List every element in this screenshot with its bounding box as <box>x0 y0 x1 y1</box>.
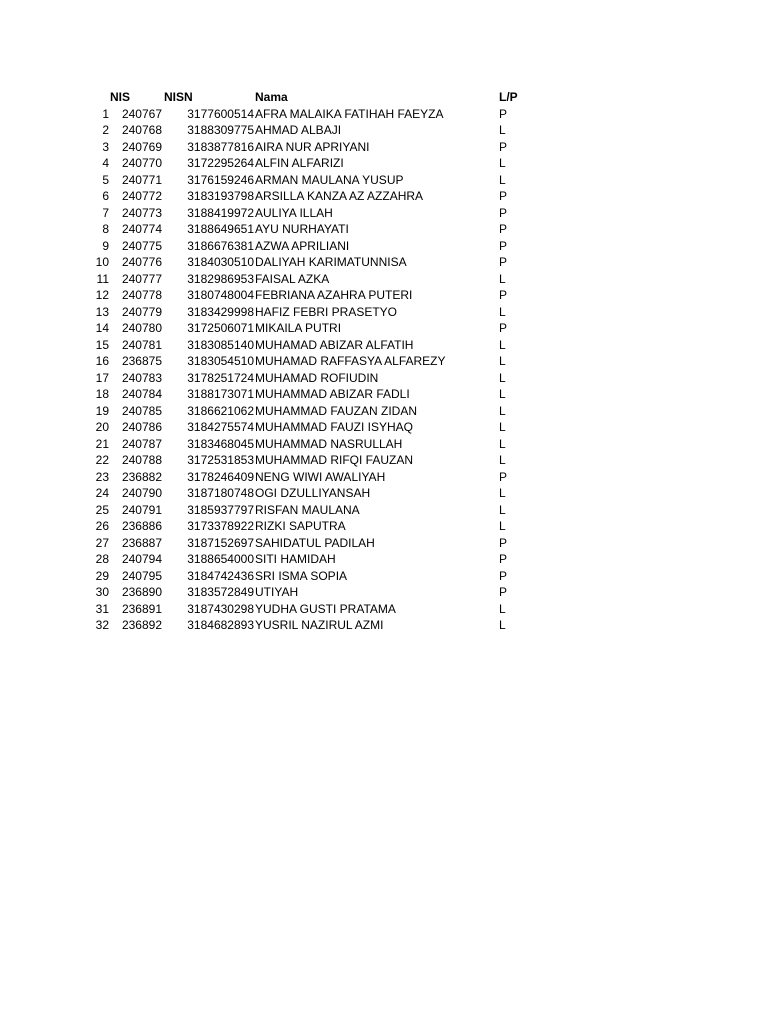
row-number: 29 <box>95 568 109 583</box>
header-nisn: NISN <box>164 90 193 104</box>
cell-nama: AULIYA ILLAH <box>255 205 333 220</box>
cell-lp: L <box>499 123 506 137</box>
cell-nama: HAFIZ FEBRI PRASETYO <box>255 304 398 319</box>
cell-nama: MIKAILA PUTRI <box>255 321 342 335</box>
cell-lp: L <box>499 601 506 616</box>
cell-nis: 236891 <box>121 601 162 616</box>
header-nis: NIS <box>110 90 131 104</box>
row-number: 7 <box>102 205 109 220</box>
cell-nama: DALIYAH KARIMATUNNISA <box>255 255 407 269</box>
row-number: 25 <box>95 502 109 517</box>
cell-nisn: 3176159246 <box>187 172 254 187</box>
cell-nama: SITI HAMIDAH <box>255 552 336 566</box>
table-row <box>80 617 540 634</box>
header-lp: L/P <box>499 90 518 104</box>
cell-nama: ARMAN MAULANA YUSUP <box>255 172 404 187</box>
cell-nisn: 3182986953 <box>187 271 254 286</box>
row-number: 26 <box>95 519 109 533</box>
cell-nisn: 3188173071 <box>187 387 254 401</box>
cell-nama: ALFIN ALFARIZI <box>255 156 344 170</box>
cell-lp: P <box>499 568 508 583</box>
row-number: 22 <box>95 453 109 467</box>
cell-nis: 240768 <box>121 123 162 137</box>
cell-nis: 240771 <box>121 172 162 187</box>
table-row <box>80 485 540 502</box>
table-row <box>80 106 540 123</box>
table-row <box>80 188 540 205</box>
row-number: 11 <box>96 271 109 286</box>
cell-nis: 240787 <box>121 436 162 451</box>
cell-nisn: 3188649651 <box>187 222 254 236</box>
cell-nisn: 3187152697 <box>187 535 254 550</box>
cell-nisn: 3186621062 <box>187 403 254 418</box>
cell-lp: P <box>499 222 508 236</box>
table-row <box>80 419 540 436</box>
cell-nis: 240781 <box>121 337 162 352</box>
cell-lp: L <box>499 370 506 385</box>
header-nama: Nama <box>255 90 288 104</box>
cell-lp: P <box>499 288 508 302</box>
cell-nis: 240772 <box>121 189 162 203</box>
cell-nama: MUHAMMAD NASRULLAH <box>255 436 403 451</box>
row-number: 18 <box>95 387 109 401</box>
cell-nama: YUSRIL NAZIRUL AZMI <box>255 618 384 632</box>
row-number: 2 <box>102 123 109 137</box>
cell-nisn: 3187180748 <box>187 486 254 500</box>
row-number: 14 <box>95 321 109 335</box>
row-number: 6 <box>102 189 109 203</box>
cell-nis: 240791 <box>121 502 162 517</box>
table-row <box>80 122 540 139</box>
row-number: 21 <box>95 436 109 451</box>
cell-nis: 240770 <box>121 156 162 170</box>
cell-nis: 240773 <box>121 205 162 220</box>
table-row <box>80 139 540 156</box>
cell-nisn: 3172295264 <box>187 156 254 170</box>
cell-nisn: 3173378922 <box>187 519 254 533</box>
cell-lp: L <box>499 304 506 319</box>
cell-nis: 240788 <box>121 453 162 467</box>
cell-nisn: 3172506071 <box>187 321 254 335</box>
cell-lp: L <box>499 337 506 352</box>
row-number: 30 <box>95 585 109 599</box>
cell-nis: 236875 <box>121 354 162 368</box>
table-row <box>80 535 540 552</box>
row-number: 13 <box>95 304 109 319</box>
cell-lp: P <box>499 189 508 203</box>
cell-nis: 240783 <box>121 370 162 385</box>
table-row <box>80 271 540 288</box>
cell-nisn: 3178251724 <box>187 370 254 385</box>
cell-lp: L <box>499 453 506 467</box>
cell-nama: SRI ISMA SOPIA <box>255 568 348 583</box>
cell-nama: FAISAL AZKA <box>255 271 330 286</box>
cell-nama: FEBRIANA AZAHRA PUTERI <box>255 288 413 302</box>
cell-nisn: 3184030510 <box>187 255 254 269</box>
cell-nisn: 3180748004 <box>187 288 254 302</box>
cell-nis: 236886 <box>121 519 162 533</box>
cell-lp: L <box>499 271 506 286</box>
cell-nis: 236887 <box>121 535 162 550</box>
cell-nis: 240767 <box>121 106 162 121</box>
cell-nis: 240778 <box>121 288 162 302</box>
cell-lp: P <box>499 205 508 220</box>
cell-nama: MUHAMMAD FAUZI ISYHAQ <box>255 420 414 434</box>
cell-nama: OGI DZULLIYANSAH <box>255 486 371 500</box>
row-number: 4 <box>102 156 109 170</box>
cell-lp: P <box>499 255 508 269</box>
table-row <box>80 370 540 387</box>
cell-nama: AHMAD ALBAJI <box>255 123 342 137</box>
cell-nis: 240777 <box>121 271 162 286</box>
row-number: 27 <box>95 535 109 550</box>
cell-nama: AFRA MALAIKA FATIHAH FAEYZA <box>255 106 444 121</box>
cell-nis: 240795 <box>121 568 162 583</box>
cell-nisn: 3183468045 <box>187 436 254 451</box>
cell-nis: 236892 <box>121 618 162 632</box>
row-number: 31 <box>95 601 109 616</box>
row-number: 9 <box>102 238 109 253</box>
cell-nisn: 3183193798 <box>187 189 254 203</box>
row-number: 3 <box>102 139 109 154</box>
cell-nisn: 3172531853 <box>187 453 254 467</box>
cell-lp: P <box>499 238 508 253</box>
cell-lp: L <box>499 519 506 533</box>
cell-nama: AYU NURHAYATI <box>255 222 349 236</box>
cell-nama: ARSILLA KANZA AZ AZZAHRA <box>255 189 424 203</box>
cell-nisn: 3183054510 <box>187 354 254 368</box>
row-number: 32 <box>95 618 109 632</box>
table-body <box>80 106 540 634</box>
cell-nama: SAHIDATUL PADILAH <box>255 535 375 550</box>
cell-nama: MUHAMMAD FAUZAN ZIDAN <box>255 403 417 418</box>
cell-nisn: 3188654000 <box>187 552 254 566</box>
table-row <box>80 452 540 469</box>
table-row <box>80 337 540 354</box>
cell-nama: MUHAMMAD ABIZAR FADLI <box>255 387 410 401</box>
cell-nis: 240784 <box>121 387 162 401</box>
cell-nama: AZWA APRILIANI <box>255 238 350 253</box>
cell-nama: RIZKI SAPUTRA <box>255 519 346 533</box>
cell-lp: P <box>499 469 508 484</box>
cell-nis: 240790 <box>121 486 162 500</box>
row-number: 16 <box>95 354 109 368</box>
cell-nis: 240775 <box>121 238 162 253</box>
cell-nama: UTIYAH <box>255 585 299 599</box>
cell-nisn: 3184682893 <box>187 618 254 632</box>
cell-lp: P <box>499 585 508 599</box>
cell-nama: YUDHA GUSTI PRATAMA <box>255 601 396 616</box>
cell-lp: L <box>499 436 506 451</box>
cell-lp: L <box>499 156 506 170</box>
cell-lp: L <box>499 486 506 500</box>
row-number: 10 <box>95 255 109 269</box>
table-row <box>80 320 540 337</box>
cell-nis: 240794 <box>121 552 162 566</box>
cell-lp: L <box>499 387 506 401</box>
table-row <box>80 469 540 486</box>
table-row <box>80 551 540 568</box>
table-row <box>80 304 540 321</box>
row-number: 5 <box>102 172 109 187</box>
cell-nis: 236882 <box>121 469 162 484</box>
row-number: 12 <box>95 288 109 302</box>
row-number: 20 <box>95 420 109 434</box>
cell-nis: 236890 <box>121 585 162 599</box>
cell-nama: MUHAMAD ROFIUDIN <box>255 370 379 385</box>
cell-nisn: 3183877816 <box>187 139 254 154</box>
cell-nis: 240769 <box>121 139 162 154</box>
cell-nisn: 3188419972 <box>187 205 254 220</box>
cell-nisn: 3177600514 <box>187 106 254 121</box>
cell-lp: L <box>499 420 506 434</box>
cell-nisn: 3187430298 <box>187 601 254 616</box>
table-row <box>80 436 540 453</box>
cell-nisn: 3186676381 <box>187 238 254 253</box>
table-row <box>80 386 540 403</box>
row-number: 17 <box>95 370 109 385</box>
student-table <box>80 89 540 634</box>
row-number: 15 <box>95 337 109 352</box>
row-number: 19 <box>95 403 109 418</box>
cell-lp: P <box>499 552 508 566</box>
cell-lp: L <box>499 502 506 517</box>
table-row <box>80 254 540 271</box>
cell-nis: 240780 <box>121 321 162 335</box>
cell-lp: L <box>499 354 506 368</box>
table-row <box>80 502 540 519</box>
cell-nisn: 3183085140 <box>187 337 254 352</box>
table-row <box>80 221 540 238</box>
row-number: 8 <box>102 222 109 236</box>
table-row <box>80 353 540 370</box>
cell-nama: AIRA NUR APRIYANI <box>255 139 370 154</box>
row-number: 28 <box>95 552 109 566</box>
cell-nis: 240776 <box>121 255 162 269</box>
cell-nis: 240774 <box>121 222 162 236</box>
cell-nisn: 3178246409 <box>187 469 254 484</box>
row-number: 23 <box>95 469 109 484</box>
cell-nama: RISFAN MAULANA <box>255 502 360 517</box>
cell-lp: L <box>499 403 506 418</box>
table-row <box>80 155 540 172</box>
cell-nama: NENG WIWI AWALIYAH <box>255 469 386 484</box>
cell-nis: 240785 <box>121 403 162 418</box>
cell-nisn: 3183429998 <box>187 304 254 319</box>
cell-nama: MUHAMAD ABIZAR ALFATIH <box>255 337 414 352</box>
table-header-row <box>80 89 540 106</box>
cell-nis: 240786 <box>121 420 162 434</box>
cell-nis: 240779 <box>121 304 162 319</box>
table-row <box>80 518 540 535</box>
cell-nama: MUHAMAD RAFFASYA ALFAREZY <box>255 354 446 368</box>
cell-nisn: 3188309775 <box>187 123 254 137</box>
cell-lp: P <box>499 139 508 154</box>
table-row <box>80 601 540 618</box>
cell-nisn: 3185937797 <box>187 502 254 517</box>
row-number: 24 <box>95 486 109 500</box>
table-row <box>80 238 540 255</box>
cell-lp: P <box>499 106 508 121</box>
table-row <box>80 205 540 222</box>
table-row <box>80 403 540 420</box>
cell-nisn: 3183572849 <box>187 585 254 599</box>
cell-lp: P <box>499 321 508 335</box>
table-row <box>80 584 540 601</box>
row-number: 1 <box>102 106 109 121</box>
table-row <box>80 568 540 585</box>
table-row <box>80 287 540 304</box>
cell-nama: MUHAMMAD RIFQI FAUZAN <box>255 453 413 467</box>
cell-nisn: 3184275574 <box>187 420 254 434</box>
cell-lp: L <box>499 618 506 632</box>
cell-nisn: 3184742436 <box>187 568 254 583</box>
cell-lp: L <box>499 172 506 187</box>
table-row <box>80 172 540 189</box>
cell-lp: P <box>499 535 508 550</box>
